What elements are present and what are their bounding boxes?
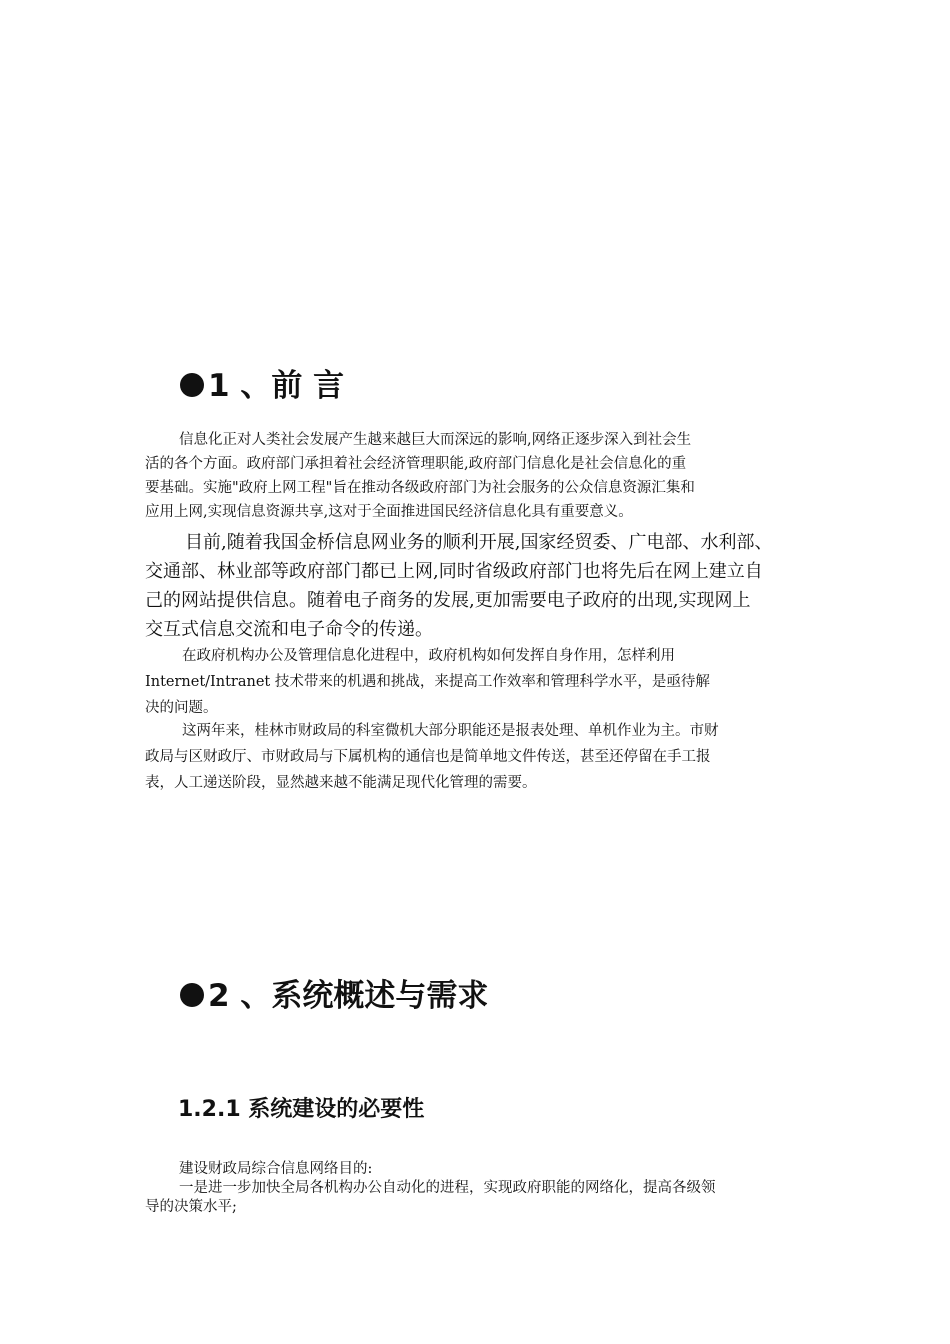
subsection-heading: 1.2.1 系统建设的必要性 — [178, 1097, 425, 1122]
paragraph-1: 信息化正对人类社会发展产生越来越巨大而深远的影响,网络正逐步深入到社会生 活的各个方面。政府部门承担着社会经济管理职能,政府部门信息化是社会信息化的重 要基础。实施"政府上网工程"旨在推动各级政府部门为社会服务的公众信息资源汇集和 应用上网,实现信息资源共享,这对于全面推进国民经济信息化具有重要意义。 — [145, 432, 695, 520]
section-1-heading: 1 、前 言 — [180, 366, 344, 406]
paragraph-2: 目前,随着我国金桥信息网业务的顺利开展,国家经贸委、广电部、水利部、 交通部、林业部等政府部门都已上网,同时省级政府部门也将先后在网上建立自 己的网站提供信息。随着电子商务的发展,更加需要电子政府的出现,实现网上 交互式信息交流和电子命令的传递。 — [145, 532, 773, 640]
paragraph-4: 这两年来，桂林市财政局的科室微机大部分职能还是报表处理、单机作业为主。市财 政局与区财政厅、市财政局与下属机构的通信也是简单地文件传送，甚至还停留在手工报 表，人工递送阶段，显然越来越不能满足现代化管理的需要。 — [145, 723, 719, 791]
bullet-icon — [180, 373, 204, 397]
bullet-icon — [180, 983, 204, 1007]
paragraph-5: 建设财政局综合信息网络目的: 一是进一步加快全局各机构办公自动化的进程，实现政府职能的网络化，提高各级领 导的决策水平; — [145, 1161, 716, 1215]
section-2-heading: 2 、系统概述与需求 — [180, 976, 488, 1016]
paragraph-3: 在政府机构办公及管理信息化进程中，政府机构如何发挥自身作用，怎样利用 Internet/Intranet 技术带来的机遇和挑战，来提高工作效率和管理科学水平，是亟待解 决的问题。 — [145, 648, 710, 716]
